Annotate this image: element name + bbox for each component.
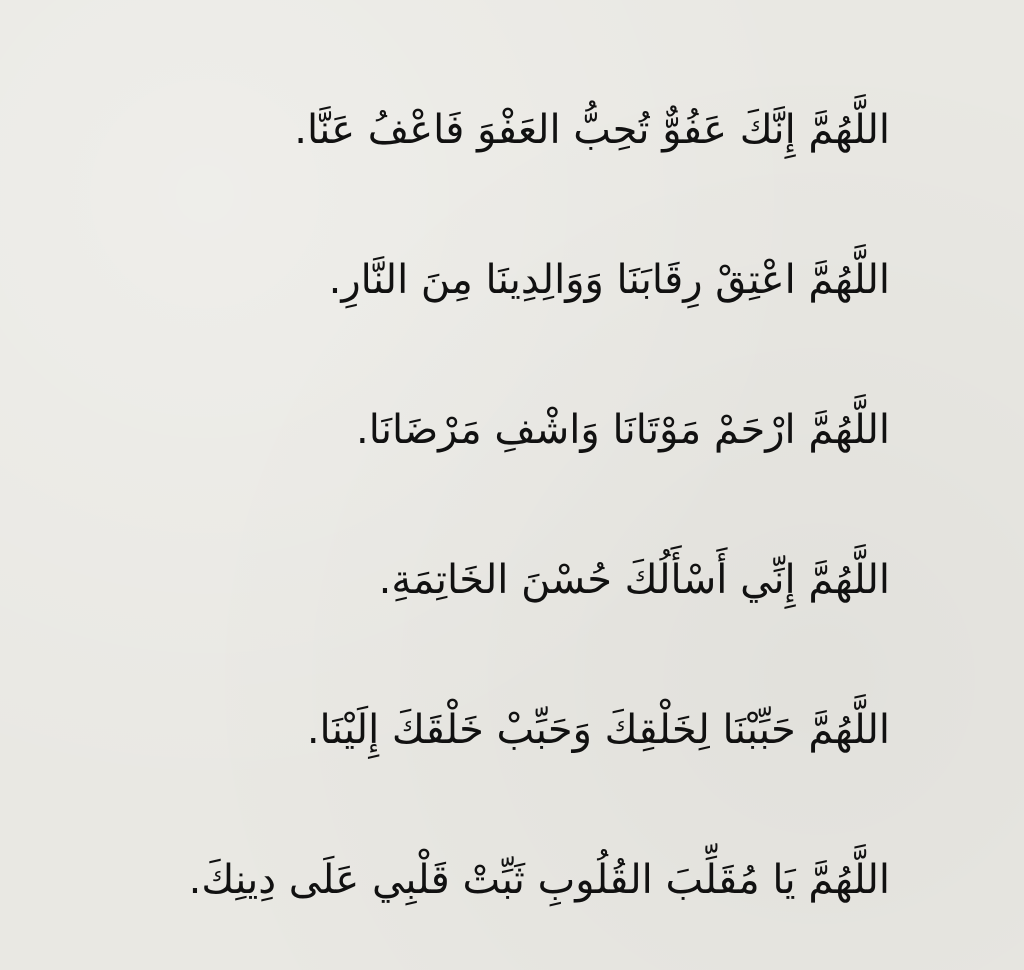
dua-line-6: اللَّهُمَّ يَا مُقَلِّبَ القُلُوبِ ثَبِّتْ قَلْبِي عَلَى دِينِكَ. [188, 857, 890, 903]
dua-line-1: اللَّهُمَّ إِنَّكَ عَفُوٌّ تُحِبُّ العَفْوَ فَاعْفُ عَنَّا. [294, 107, 890, 153]
dua-line-2: اللَّهُمَّ اعْتِقْ رِقَابَنَا وَوَالِدِينَا مِنَ النَّارِ. [328, 257, 890, 303]
dua-line-3: اللَّهُمَّ ارْحَمْ مَوْتَانَا وَاشْفِ مَرْضَانَا. [355, 407, 890, 453]
dua-line-4: اللَّهُمَّ إِنِّي أَسْأَلُكَ حُسْنَ الخَاتِمَةِ. [378, 557, 890, 603]
dua-line-5: اللَّهُمَّ حَبِّبْنَا لِخَلْقِكَ وَحَبِّبْ خَلْقَكَ إِلَيْنَا. [306, 707, 890, 753]
